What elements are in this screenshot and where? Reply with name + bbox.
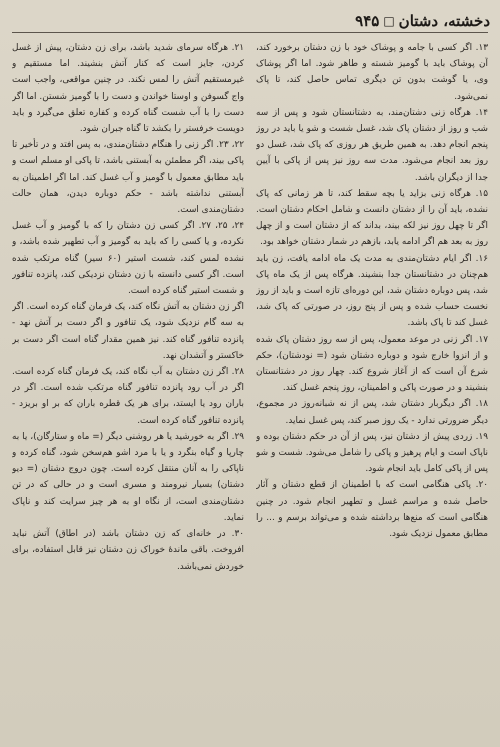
page-number: ۹۴۵ (355, 12, 380, 30)
paragraph: اگر زن دشتان به آتش نگاه کند، یک فرمان گناه کرده است. اگر به سه گام نزدیک شود، یک تنافور و اگر دست بر آتش نهد - پانزده تنافور گناه کند. نیز همین مقدار گناه است اگر دست بر خاکستر و آتشدان نهد. (12, 302, 244, 361)
paragraph: ۱۶. اگر ایام دشتان‌مندی به مدت یک ماه ادامه یافت، زن باید هم‌چنان در دشتانستان جدا بنشیند. هرگاه پس از یک ماه پاک شد، پس دوباره دشتان شد، این دوره‌ای تازه است و باید از روز نخست حساب شده و پس از پنج روز، در صورتی که پاک شد، غسل کند تا پاک باشد. (256, 253, 488, 329)
paragraph: ۲۰. پاکی هنگامی است که با اطمینان از قطع دشتان و آثار حاصل شده و مراسم غسل و تطهیر انجام شود. در چنین هنگامی است که منع‌ها برداشته شده و می‌تواند برسم و ... را مطابق معمول نزدیک شود. (256, 480, 488, 540)
paragraph: ۱۸. اگر دیگربار دشتان شد، پس از نه شبانه‌روز در مجموع، دیگر ضرورتی ندارد - یک روز صبر کند، پس غسل نماید. (256, 399, 488, 426)
paragraph: ۲۱. هرگاه سرمای شدید باشد، برای زن دشتان، پیش از غسل کردن، جایز است که کنار آتش بنشیند. اما مستقیم و غیرمستقیم آتش را لمس نکند. در چنین مواقعی، واجب است واج گسوفن و اوستا خواندن و دست را با گومیز شستن. اما اگر دست را با آب شست گناه کرده و کفاره تعلق می‌گیرد و باید دویست خرفستر را بکشد تا گناه جبران شود. (12, 43, 244, 135)
paragraph: ۳۰. در خانه‌ای که زن دشتان باشد (در اطاق) آتش نباید افروخت. باقی ماندهٔ خوراک زن دشتان نیز قابل استفاده، برای خوردش نمی‌باشد. (12, 529, 244, 572)
paragraph: ۱۳. اگر کسی با جامه و پوشاک خود با زن دشتان برخورد کند، آن پوشاک باید با گومیز شسته و طاهر شود. اما اگر پوشاک وی، یا گوشت بدون تن دیگری تماس حاصل کند، تا پاک نمی‌شود. (256, 43, 488, 102)
paragraph: ۱۵. هرگاه زنی بزاید یا بچه سقط کند، تا هر زمانی که پاک نشده، باید آن را از دشتان دانست و شامل احکام دشتان است. اگر تا چهل روز نیز لکه بیند، بداند که از دشتان است و از چهل روز به بعد هم اگر ادامه یابد، بازهم در شمار دشتان خواهد بود. (256, 188, 488, 248)
paragraph: ۱۷. اگر زنی در موعد معمول، پس از سه روز دشتان پاک شده و از انزوا خارج شود و دوباره دشتان شود (= نودشتان)، حکم شرع آن است که از آغاز شروع کند. چهار روز در دشتانستان بنشیند و در صورت پاکی و اطمینان، روز پنجم غسل کند. (256, 334, 488, 394)
header-divider (12, 32, 488, 33)
paragraph: ۱۴. هرگاه زنی دشتان‌مند، به دشتانستان شود و پس از سه شب و روز از دشتان پاک شد، غسل شست و شو یا باید در روز پنجم انجام دهد. به همین طریق هر روزی که پاک شد، غسل دو روز بعد انجام می‌شود. مدت سه روز نیز پس از پاکی با آیین جدا از دیگران باشد. (256, 107, 488, 183)
running-head-title: دخشته، دشتان (398, 12, 490, 30)
running-head (355, 12, 490, 30)
left-column (12, 40, 244, 743)
paragraph: ۲۸. اگر زن دشتان به آب نگاه کند، یک فرمان گناه کرده است. اگر در آب رود پانزده تنافور گناه مرتکب شده است. اگر در باران رود یا ایستد، برای هر یک قطره باران که بر او بریزد - پانزده تنافور گناه کرده است. (12, 367, 244, 426)
paragraph: ۱۹. زردی پیش از دشتان نیز، پس از آن در حکم دشتان بوده و ناپاک است و ایام پرهیز و پاکی را شامل می‌شود. شست و شو پس از پاکی کامل باید انجام شود. (256, 431, 488, 475)
paragraph: ۲۴، ۲۵، ۲۷. اگر کسی زن دشتان را که با گومیز و آب غسل نکرده، و یا کسی را که باید به گومیز و آب تطهیر شده باشد، و نشده لمس کند، شست استیر (۶۰ سیر) گناه مرتکب شده است. اگر کسی دانسته با زن دشتان نزدیکی کند، پانزده تنافور و شست استیر گناه کرده است. (12, 221, 244, 297)
right-column (256, 40, 488, 743)
paragraph: ۲۹. اگر به خورشید یا هر روشنی دیگر (= ماه و ستارگان)، یا به چارپا و گیاه بنگرد و یا با مرد اشو هم‌سخن شود، گناه کرده و ناپاکی را به آنان منتقل کرده است. چون دروج دشتان (= دیو دشتان) بسیار نیرومند و مسری است و در حالی که در تن دشتان‌مندی است، از نگاه او به هر چیز سرایت کند و ناپاک نماید. (12, 431, 244, 523)
text-columns (12, 40, 488, 743)
separator-square-icon: □ (383, 14, 395, 28)
paragraph: ۲۲، ۲۳. اگر زنی را هنگام دشتان‌مندی، به پس افتد و در تأخیر تا پاکی بیند، اگر مطمئن به آبستنی باشد، تا پاکی او مسلم است و باید مطابق معمول با گومیز و آب غسل کند. اما اگر اطمینان به آبستنی نداشته باشد - حکم دوباره دیدن، همان حالت دشتان‌مندی است. (12, 140, 244, 216)
